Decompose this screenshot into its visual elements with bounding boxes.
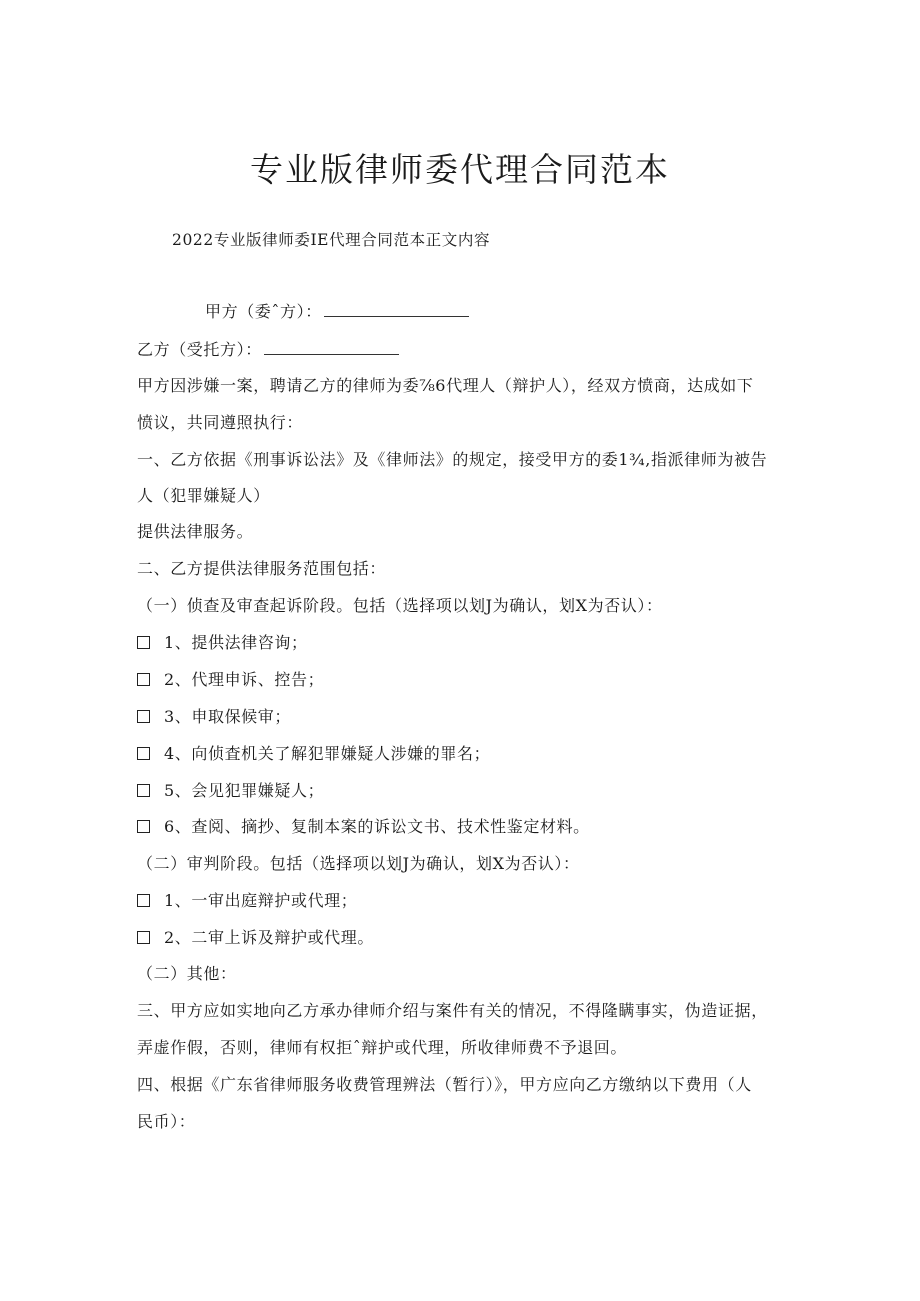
stage-1-item-text: 2、代理申诉、控告； xyxy=(164,670,325,689)
article-4-line-1: 四、根据《广东省律师服务收费管理辨法（暂行）》，甲方应向乙方缴纳以下费用（人 xyxy=(137,1075,752,1094)
stage-1-item xyxy=(137,706,291,728)
checkbox-icon[interactable] xyxy=(137,710,150,723)
article-3-line-2: 弄虚作假，否则，律师有权拒ˆ辩护或代理，所收律师费不予退回。 xyxy=(137,1038,628,1057)
stage-1-item-text: 1、提供法律咨询； xyxy=(164,633,308,652)
article-1-line-1: 一、乙方依据《刑事诉讼法》及《律师法》的规定，接受甲方的委1¾,指派律师为被告 xyxy=(137,450,768,469)
checkbox-icon[interactable] xyxy=(137,820,150,833)
document-title: 专业版律师委代理合同范本 xyxy=(250,150,670,189)
stage-1-item-text: 4、向侦査机关了解犯罪嫌疑人涉嫌的罪名； xyxy=(164,744,491,763)
stage-2-item-text: 1、一审出庭辩护或代理； xyxy=(164,891,358,910)
stage-1-heading: （一）侦查及审查起诉阶段。包括（选择项以划J为确认，划X为否认）： xyxy=(137,596,663,615)
party-b-label: 乙方（受托方）： xyxy=(137,340,262,359)
stage-1-item-text: 3、申取保候审； xyxy=(164,707,291,726)
party-b-line xyxy=(137,339,399,361)
stage-1-item xyxy=(137,632,308,654)
stage-1-item xyxy=(137,669,324,691)
stage-1-item-text: 6、查阅、摘抄、复制本案的诉讼文书、技术性鉴定材料。 xyxy=(164,817,590,836)
checkbox-icon[interactable] xyxy=(137,636,150,649)
article-4-line-2: 民币）： xyxy=(137,1112,196,1131)
stage-2-item-text: 2、二审上诉及辩护或代理。 xyxy=(164,928,374,947)
stage-1-item xyxy=(137,780,324,802)
stage-1-item xyxy=(137,743,490,765)
other-heading: （二）其他： xyxy=(137,964,237,983)
party-a-line xyxy=(205,301,469,323)
intro-line-1: 甲方因涉嫌一案，聘请乙方的律师为委⅞6代理人（辩护人），经双方愤商，达成如下 xyxy=(137,376,754,395)
checkbox-icon[interactable] xyxy=(137,931,150,944)
checkbox-icon[interactable] xyxy=(137,747,150,760)
checkbox-icon[interactable] xyxy=(137,673,150,686)
article-3-line-1: 三、甲方应如实地向乙方承办律师介绍与案件有关的情况，不得隆瞒事实，伪造证据， xyxy=(137,1001,768,1020)
stage-2-item xyxy=(137,927,374,949)
party-a-blank[interactable] xyxy=(324,302,469,317)
document-subtitle: 2022专业版律师委IE代理合同范本正文内容 xyxy=(172,231,491,249)
checkbox-icon[interactable] xyxy=(137,894,150,907)
stage-2-heading: （二）审判阶段。包括（选择项以划J为确认，划X为否认）： xyxy=(137,854,580,873)
stage-1-item xyxy=(137,816,590,838)
checkbox-icon[interactable] xyxy=(137,784,150,797)
stage-1-item-text: 5、会见犯罪嫌疑人； xyxy=(164,781,325,800)
article-1-line-2: 人（犯罪嫌疑人） xyxy=(137,486,270,505)
intro-line-2: 愤议，共同遵照执行： xyxy=(137,413,304,432)
stage-2-item xyxy=(137,890,357,912)
party-b-blank[interactable] xyxy=(264,340,399,355)
article-1-line-3: 提供法律服务。 xyxy=(137,522,254,541)
article-2-heading: 二、乙方提供法律服务范围包括： xyxy=(137,559,387,578)
party-a-label: 甲方（委ˆ方）： xyxy=(205,302,322,321)
